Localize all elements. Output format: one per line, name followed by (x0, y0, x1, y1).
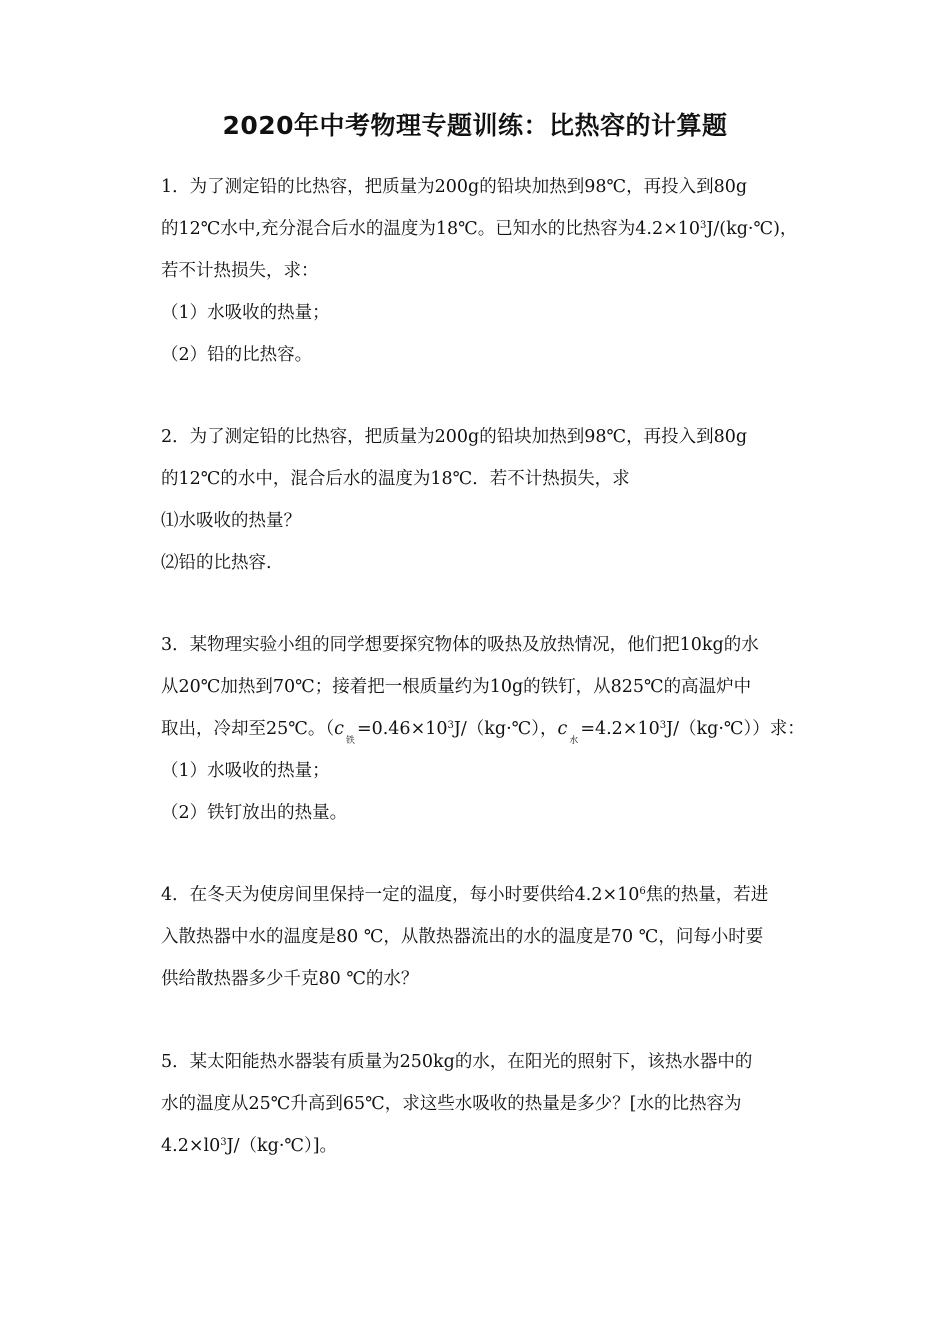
exponent: 6 (639, 886, 646, 897)
exponent: 3 (700, 220, 707, 231)
question-5-line-3 (161, 1131, 811, 1173)
question-5-line-1: 5．某太阳能热水器装有质量为250kg的水，在阳光的照射下，该热水器中的 (161, 1052, 753, 1072)
question-3-line-1: 3．某物理实验小组的同学想要探究物体的吸热及放热情况，他们把10kg的水 (161, 635, 759, 655)
specific-heat-symbol: c (334, 719, 344, 739)
question-2-line-2: 的12℃的水中，混合后水的温度为18℃．若不计热损失，求 (161, 469, 630, 489)
question-3-part-2: （2）铁钉放出的热量。 (161, 803, 348, 823)
question-1-unit: J/(kg·℃)， (706, 219, 798, 239)
iron-value: =0.46×10 (356, 719, 448, 739)
question-1-line-2 (161, 214, 811, 256)
question-5-line-2: 水的温度从25℃升高到65℃，求这些水吸收的热量是多少？[水的比热容为 (161, 1094, 742, 1114)
specific-heat-symbol: c (557, 719, 568, 739)
question-5-unit: J/（kg·℃）]。 (226, 1136, 338, 1156)
subscript-iron: 铁 (345, 736, 355, 746)
exponent: 3 (220, 1137, 227, 1148)
question-3-line-2: 从20℃加热到70℃；接着把一根质量约为10g的铁钉，从825℃的高温炉中 (161, 677, 752, 697)
exponent: 3 (447, 720, 454, 731)
question-4-line-3: 供给散热器多少千克80 ℃的水？ (161, 969, 419, 989)
water-value: =4.2×10 (580, 719, 660, 739)
question-3 (161, 630, 811, 840)
question-4 (161, 880, 811, 1006)
exponent: 3 (659, 720, 667, 731)
question-2 (161, 422, 811, 590)
question-4-line-2: 入散热器中水的温度是80 ℃，从散热器流出的水的温度是70 ℃，问每小时要 (161, 927, 764, 947)
question-2-part-2: ⑵铅的比热容. (161, 553, 272, 573)
iron-unit: J/（kg·℃）， (453, 719, 558, 739)
question-5 (161, 1047, 811, 1173)
question-2-line-1: 2．为了测定铅的比热容，把质量为200g的铅块加热到98℃，再投入到80g (161, 427, 748, 447)
question-1-text: 的12℃水中,充分混合后水的温度为18℃。已知水的比热容为4.2×10 (161, 219, 701, 239)
subscript-water: 水 (569, 736, 579, 746)
question-1-part-2: （2）铅的比热容。 (161, 345, 313, 365)
question-2-part-1: ⑴水吸收的热量？ (161, 511, 301, 531)
question-5-value: 4.2×l0 (161, 1136, 221, 1156)
question-3-line-3 (161, 714, 811, 756)
question-1-line-3: 若不计热损失，求： (161, 261, 319, 281)
question-3-text: 取出，冷却至25℃。（ (161, 719, 335, 739)
page-title: 2020年中考物理专题训练：比热容的计算题 (222, 111, 728, 140)
question-4-line-1 (161, 880, 811, 922)
question-4-text: 4．在冬天为使房间里保持一定的温度，每小时要供给4.2×10 (161, 885, 640, 905)
water-unit: J/（kg·℃））求： (666, 719, 805, 739)
question-1-line-1: 1．为了测定铅的比热容，把质量为200g的铅块加热到98℃，再投入到80g (161, 177, 748, 197)
question-1 (161, 172, 811, 382)
question-1-part-1: （1）水吸收的热量； (161, 303, 330, 323)
question-3-part-1: （1）水吸收的热量； (161, 761, 330, 781)
question-4-text-cont: 焦的热量，若进 (645, 885, 769, 905)
